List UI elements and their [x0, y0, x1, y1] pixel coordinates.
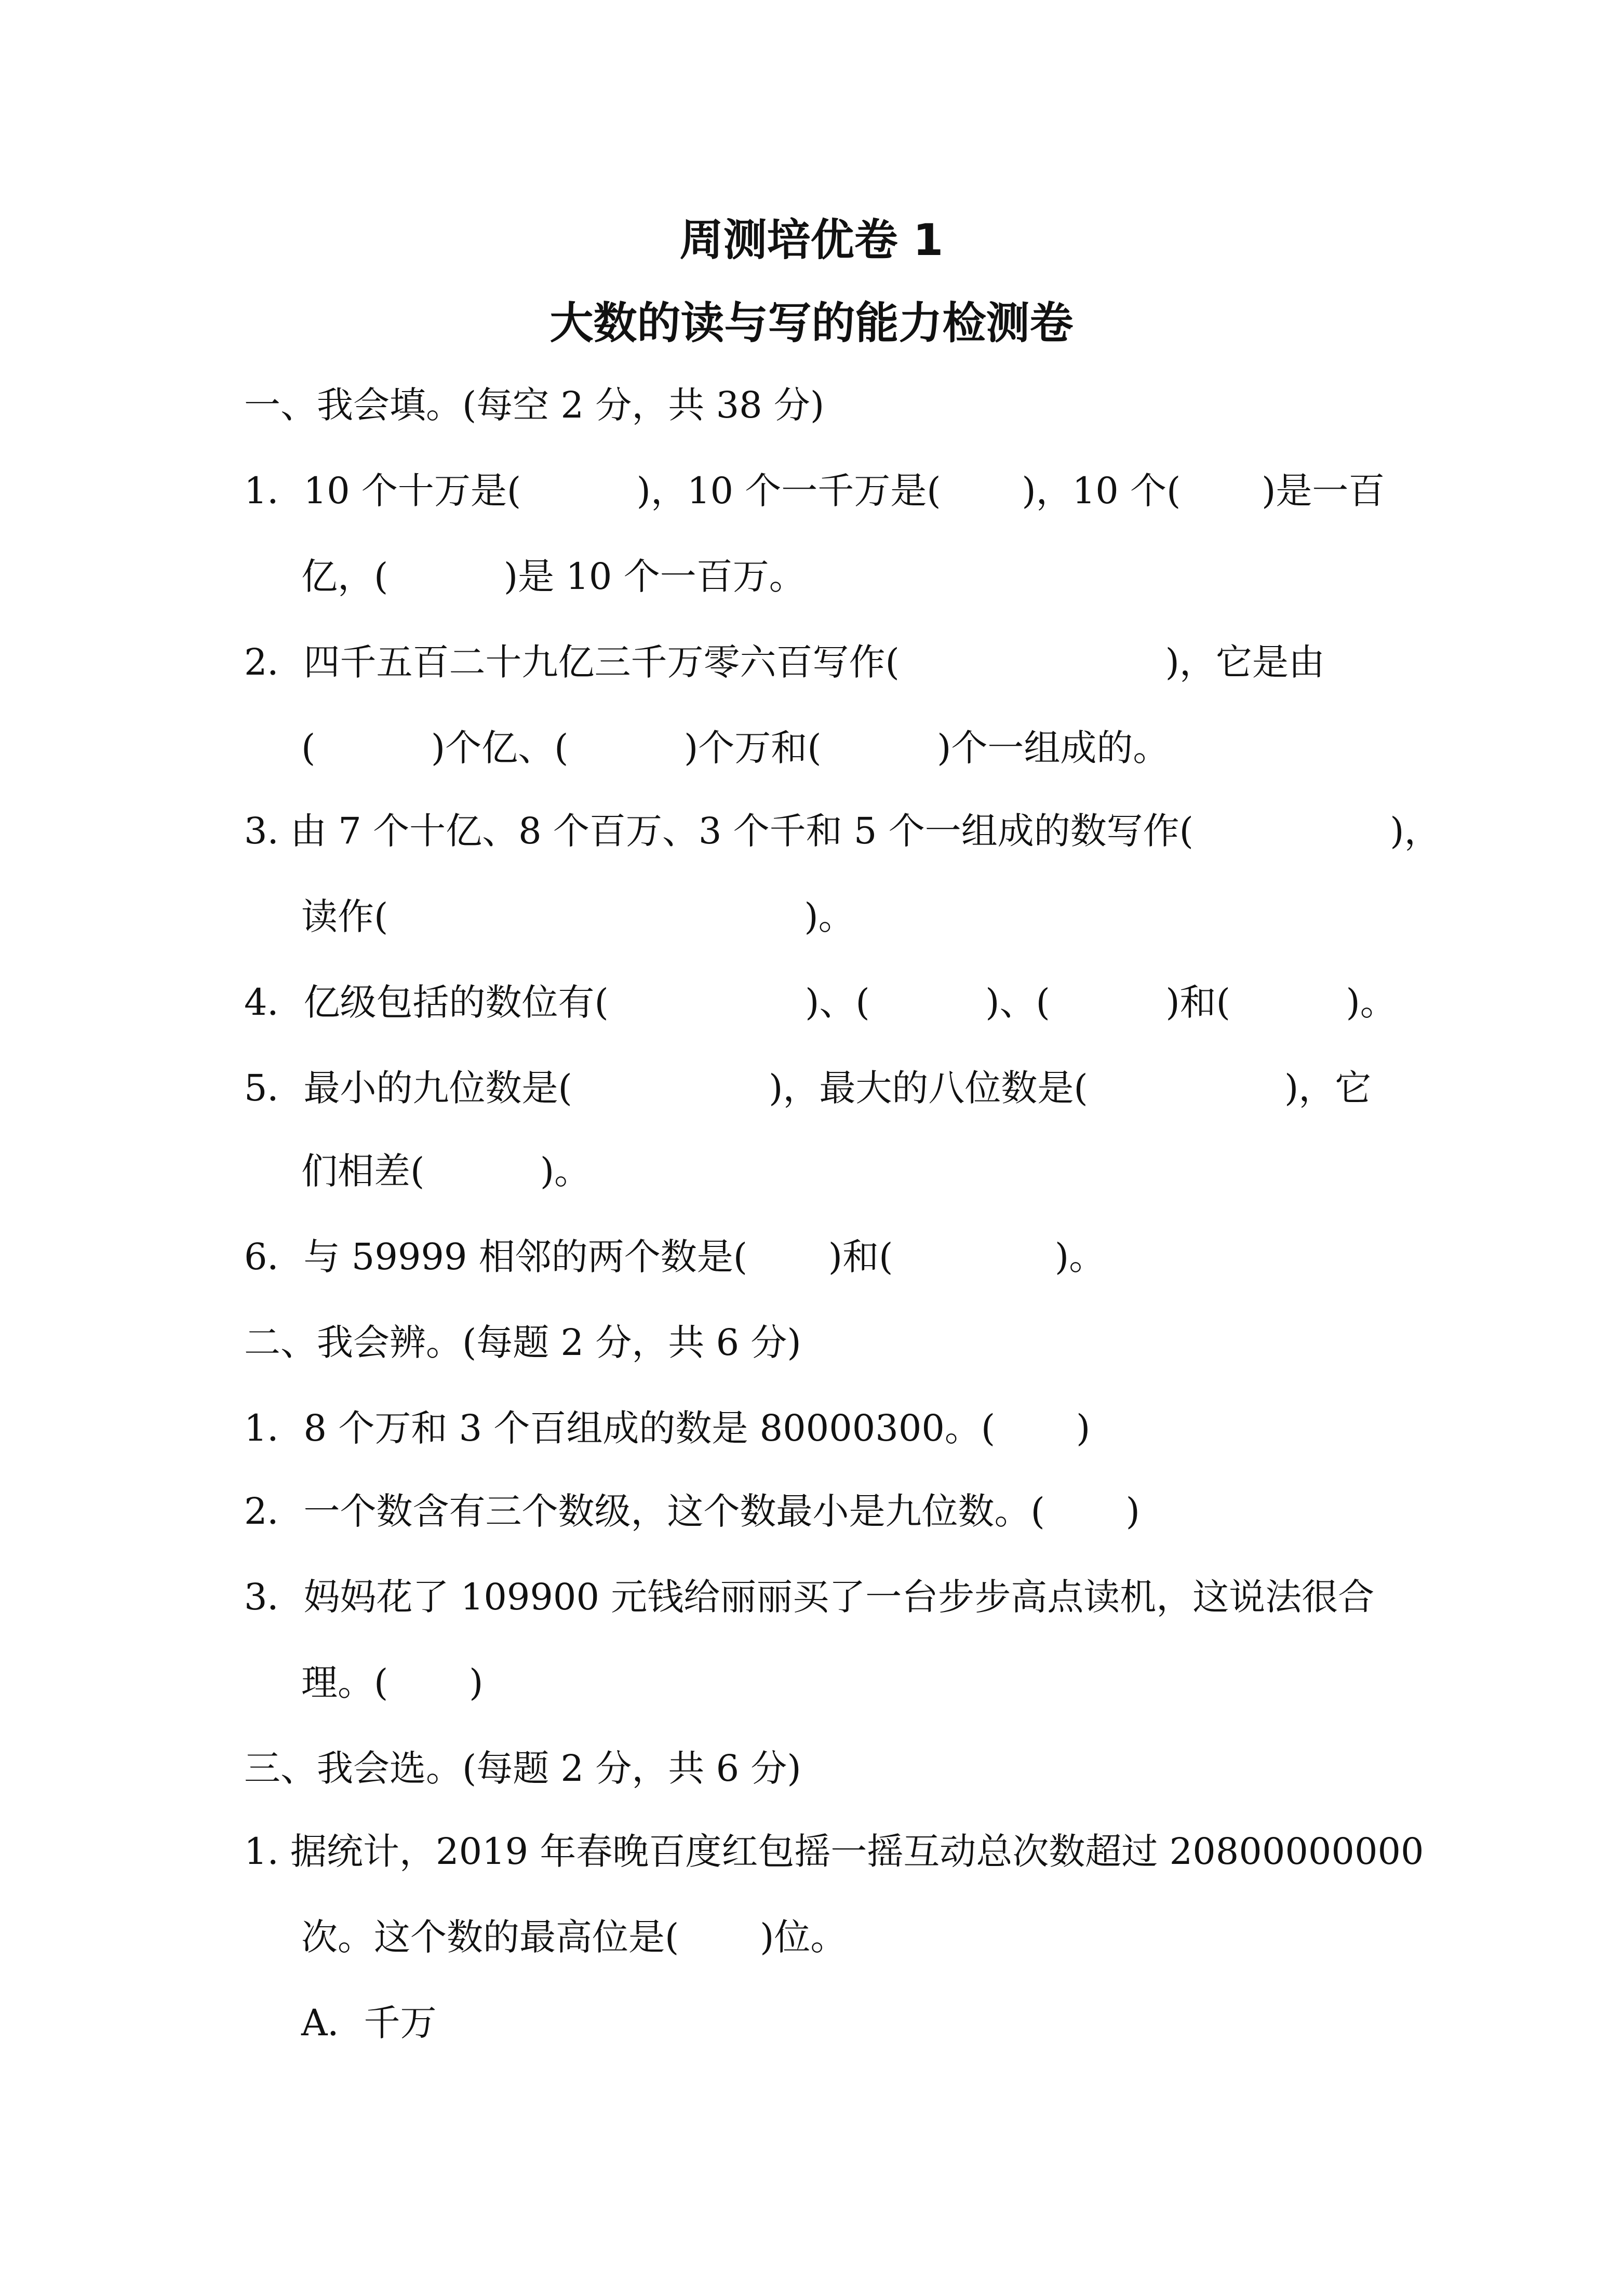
question-line: 1. 据统计，2019 年春晚百度红包摇一摇互动总次数超过 20800000000	[244, 1830, 1424, 1873]
question-line: 次。这个数的最高位是( )位。	[301, 1916, 847, 1958]
question-line: 5．最小的九位数是( )，最大的八位数是( )，它	[244, 1067, 1372, 1109]
question-line: 理。( )	[301, 1661, 484, 1704]
paper-title: 周测培优卷 1	[679, 214, 944, 265]
question-line: 读作( )。	[301, 895, 855, 938]
paper-subtitle: 大数的读与写的能力检测卷	[549, 298, 1074, 348]
section-header: 一、我会填。(每空 2 分，共 38 分)	[244, 384, 825, 426]
question-line: 们相差( )。	[301, 1150, 591, 1192]
question-line: 2．四千五百二十九亿三千万零六百写作( )，它是由	[244, 641, 1325, 683]
section-header: 二、我会辨。(每题 2 分，共 6 分)	[244, 1321, 801, 1364]
question-line: 1．10 个十万是( )，10 个一千万是( )，10 个( )是一百	[244, 469, 1385, 512]
question-line: 6．与 59999 相邻的两个数是( )和( )。	[244, 1236, 1106, 1278]
question-line: 3. 由 7 个十亿、8 个百万、3 个千和 5 个一组成的数写作( )，	[244, 810, 1441, 852]
section-header: 三、我会选。(每题 2 分，共 6 分)	[244, 1747, 801, 1790]
question-line: ( )个亿、( )个万和( )个一组成的。	[301, 727, 1170, 769]
question-line: 1．8 个万和 3 个百组成的数是 80000300。( )	[244, 1407, 1091, 1449]
question-line: 亿，( )是 10 个一百万。	[301, 555, 806, 598]
question-line: 4．亿级包括的数位有( )、( )、( )和( )。	[244, 981, 1397, 1024]
answer-option-a: A．千万	[301, 2002, 437, 2044]
question-line: 3．妈妈花了 109900 元钱给丽丽买了一台步步高点读机，这说法很合	[244, 1576, 1375, 1618]
question-line: 2．一个数含有三个数级，这个数最小是九位数。( )	[244, 1490, 1140, 1533]
